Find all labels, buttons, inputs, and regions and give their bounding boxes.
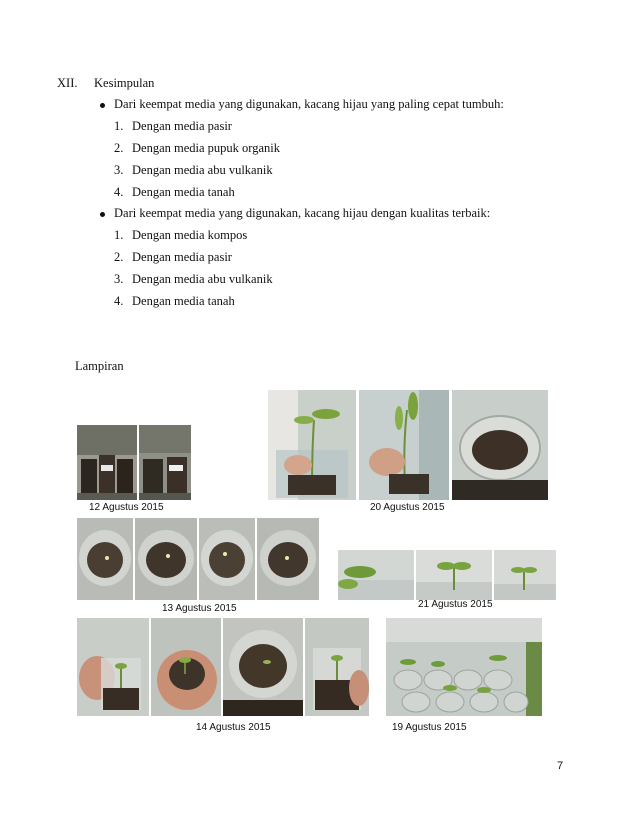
page-number: 7	[557, 760, 564, 772]
caption-14-agustus: 14 Agustus 2015	[196, 722, 271, 733]
list-number: 2.	[114, 141, 124, 155]
attachment-heading: Lampiran	[75, 359, 124, 373]
caption-19-agustus: 19 Agustus 2015	[392, 722, 467, 733]
list-item: Dengan media abu vulkanik	[132, 272, 273, 286]
photo-seedling-hand	[305, 618, 369, 716]
photo-cup-top	[135, 518, 197, 600]
bullet-text: Dari keempat media yang digunakan, kacang hijau dengan kualitas terbaik:	[114, 206, 491, 220]
list-item: Dengan media tanah	[132, 294, 235, 308]
bullet-dot	[100, 212, 105, 217]
photo-cups-soil	[139, 425, 191, 500]
caption-13-agustus: 13 Agustus 2015	[162, 603, 237, 614]
list-item: Dengan media kompos	[132, 228, 248, 242]
list-number: 1.	[114, 119, 124, 133]
section-number: XII.	[57, 76, 78, 90]
photo-seedling	[338, 550, 414, 600]
photo-seedling	[416, 550, 492, 600]
list-number: 1.	[114, 228, 124, 242]
photo-cup-top	[223, 618, 303, 716]
list-number: 4.	[114, 185, 124, 199]
section-title: Kesimpulan	[94, 76, 155, 90]
photo-cup-top	[257, 518, 319, 600]
photo-seedling	[268, 390, 356, 500]
photo-seedling	[494, 550, 556, 600]
photo-seedling	[359, 390, 449, 500]
photo-cup-top	[452, 390, 548, 500]
photo-seedling-row	[386, 618, 542, 716]
list-number: 4.	[114, 294, 124, 308]
list-number: 3.	[114, 272, 124, 286]
list-number: 3.	[114, 163, 124, 177]
list-item: Dengan media pasir	[132, 119, 232, 133]
caption-21-agustus: 21 Agustus 2015	[418, 599, 493, 610]
bullet-dot	[100, 103, 105, 108]
photo-cup-top	[77, 518, 133, 600]
caption-20-agustus: 20 Agustus 2015	[370, 502, 445, 513]
list-item: Dengan media pupuk organik	[132, 141, 280, 155]
photo-seedling-hand	[77, 618, 149, 716]
list-item: Dengan media pasir	[132, 250, 232, 264]
caption-12-agustus: 12 Agustus 2015	[89, 502, 164, 513]
list-item: Dengan media abu vulkanik	[132, 163, 273, 177]
list-item: Dengan media tanah	[132, 185, 235, 199]
photo-cups-soil	[77, 425, 137, 500]
list-number: 2.	[114, 250, 124, 264]
photo-cup-top	[199, 518, 255, 600]
bullet-text: Dari keempat media yang digunakan, kacang hijau yang paling cepat tumbuh:	[114, 97, 504, 111]
photo-seedling-hand	[151, 618, 221, 716]
